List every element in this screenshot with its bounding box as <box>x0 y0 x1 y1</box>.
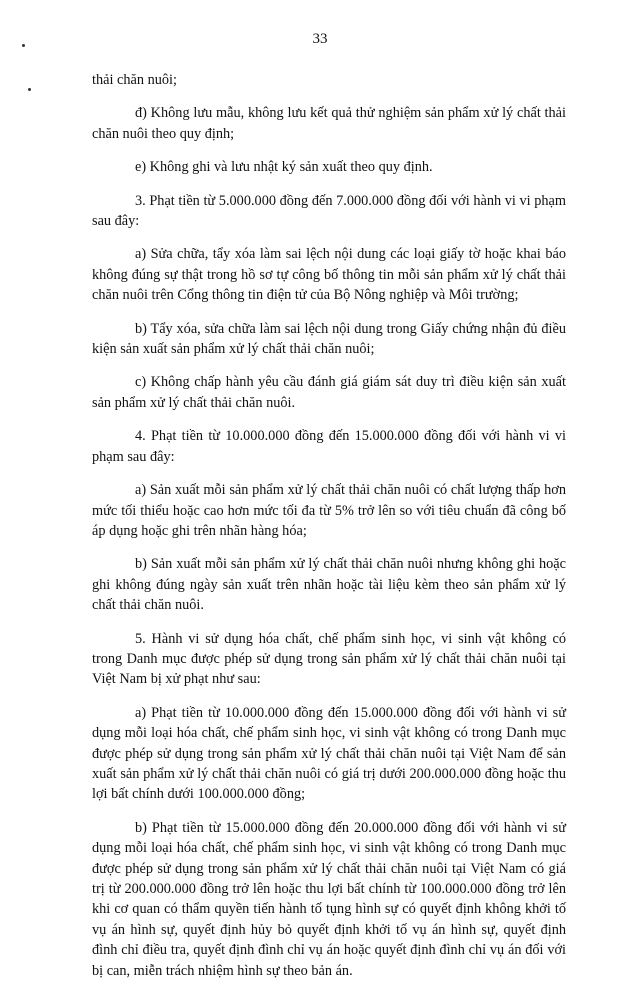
document-body <box>92 70 566 994</box>
section-4-clause-b: b) Sản xuất mỗi sản phẩm xử lý chất thải chăn nuôi nhưng không ghi hoặc ghi không đúng ngày sản xuất trên nhãn hoặc tài liệu kèm theo sản phẩm xử lý chất thải chăn nuôi. <box>92 556 566 614</box>
scan-speck <box>22 44 25 47</box>
section-5-clause-a: a) Phạt tiền từ 10.000.000 đồng đến 15.000.000 đồng đối với hành vi sử dụng mỗi loại hóa chất, chế phẩm sinh học, vi sinh vật không có trong Danh mục được phép sử dụng trong sản phẩm xử lý chất thải chăn nuôi tại Việt Nam để sản xuất sản phẩm xử lý chất thải chăn nuôi có giá trị dưới 200.000.000 đồng hoặc thu lợi bất chính dưới 100.000.000 đồng; <box>92 704 566 803</box>
page-number: 33 <box>312 31 328 47</box>
clause-e-no-production-log: e) Không ghi và lưu nhật ký sản xuất theo quy định. <box>135 159 433 176</box>
paragraph-continuation: thải chăn nuôi; <box>92 72 177 88</box>
section-3-clause-a: a) Sửa chữa, tẩy xóa làm sai lệch nội dung các loại giấy tờ hoặc khai báo không đúng sự thật trong hồ sơ tự công bố thông tin mỗi sản phẩm xử lý chất thải chăn nuôi trên Cổng thông tin điện tử của Bộ Nông nghiệp và Môi trường; <box>92 246 566 304</box>
section-3-fine: 3. Phạt tiền từ 5.000.000 đồng đến 7.000.000 đồng đối với hành vi vi phạm sau đây: <box>92 192 566 230</box>
section-5-intro: 5. Hành vi sử dụng hóa chất, chế phẩm sinh học, vi sinh vật không có trong Danh mục được phép sử dụng trong sản phẩm xử lý chất thải chăn nuôi tại Việt Nam bị xử phạt như sau: <box>92 630 566 688</box>
section-4-clause-a: a) Sản xuất mỗi sản phẩm xử lý chất thải chăn nuôi có chất lượng thấp hơn mức tối thiểu hoặc cao hơn mức tối đa từ 5% trở lên so với tiêu chuẩn đã công bố áp dụng hoặc ghi trên nhãn hàng hóa; <box>92 482 566 539</box>
section-5-clause-b: b) Phạt tiền từ 15.000.000 đồng đến 20.000.000 đồng đối với hành vi sử dụng mỗi loại hóa chất, chế phẩm sinh học, vi sinh vật không có trong Danh mục được phép sử dụng trong sản phẩm xử lý chất thải chăn nuôi tại Việt Nam có giá trị từ 200.000.000 đồng trở lên hoặc thu lợi bất chính từ 100.000.000 đồng trở lên khi cơ quan có thẩm quyền tiến hành tố tụng hình sự có quyết định không khởi tố vụ án hình sự, quyết định hủy bỏ quyết định khởi tố vụ án hình sự, quyết định đình chỉ điều tra, quyết định đình chỉ vụ án hoặc quyết định đình chỉ vụ án đối với bị can, miễn trách nhiệm hình sự theo bản án. <box>92 819 566 979</box>
section-3-clause-b: b) Tẩy xóa, sửa chữa làm sai lệch nội dung trong Giấy chứng nhận đủ điều kiện sản xuất sản phẩm xử lý chất thải chăn nuôi; <box>92 320 566 358</box>
clause-d-no-sample-storage: đ) Không lưu mẫu, không lưu kết quả thử nghiệm sản phẩm xử lý chất thải chăn nuôi theo quy định; <box>92 105 566 142</box>
scan-speck <box>28 88 31 91</box>
section-3-clause-c: c) Không chấp hành yêu cầu đánh giá giám sát duy trì điều kiện sản xuất sản phẩm xử lý chất thải chăn nuôi. <box>92 374 566 411</box>
section-4-fine: 4. Phạt tiền từ 10.000.000 đồng đến 15.000.000 đồng đối với hành vi vi phạm sau đây: <box>92 428 566 465</box>
